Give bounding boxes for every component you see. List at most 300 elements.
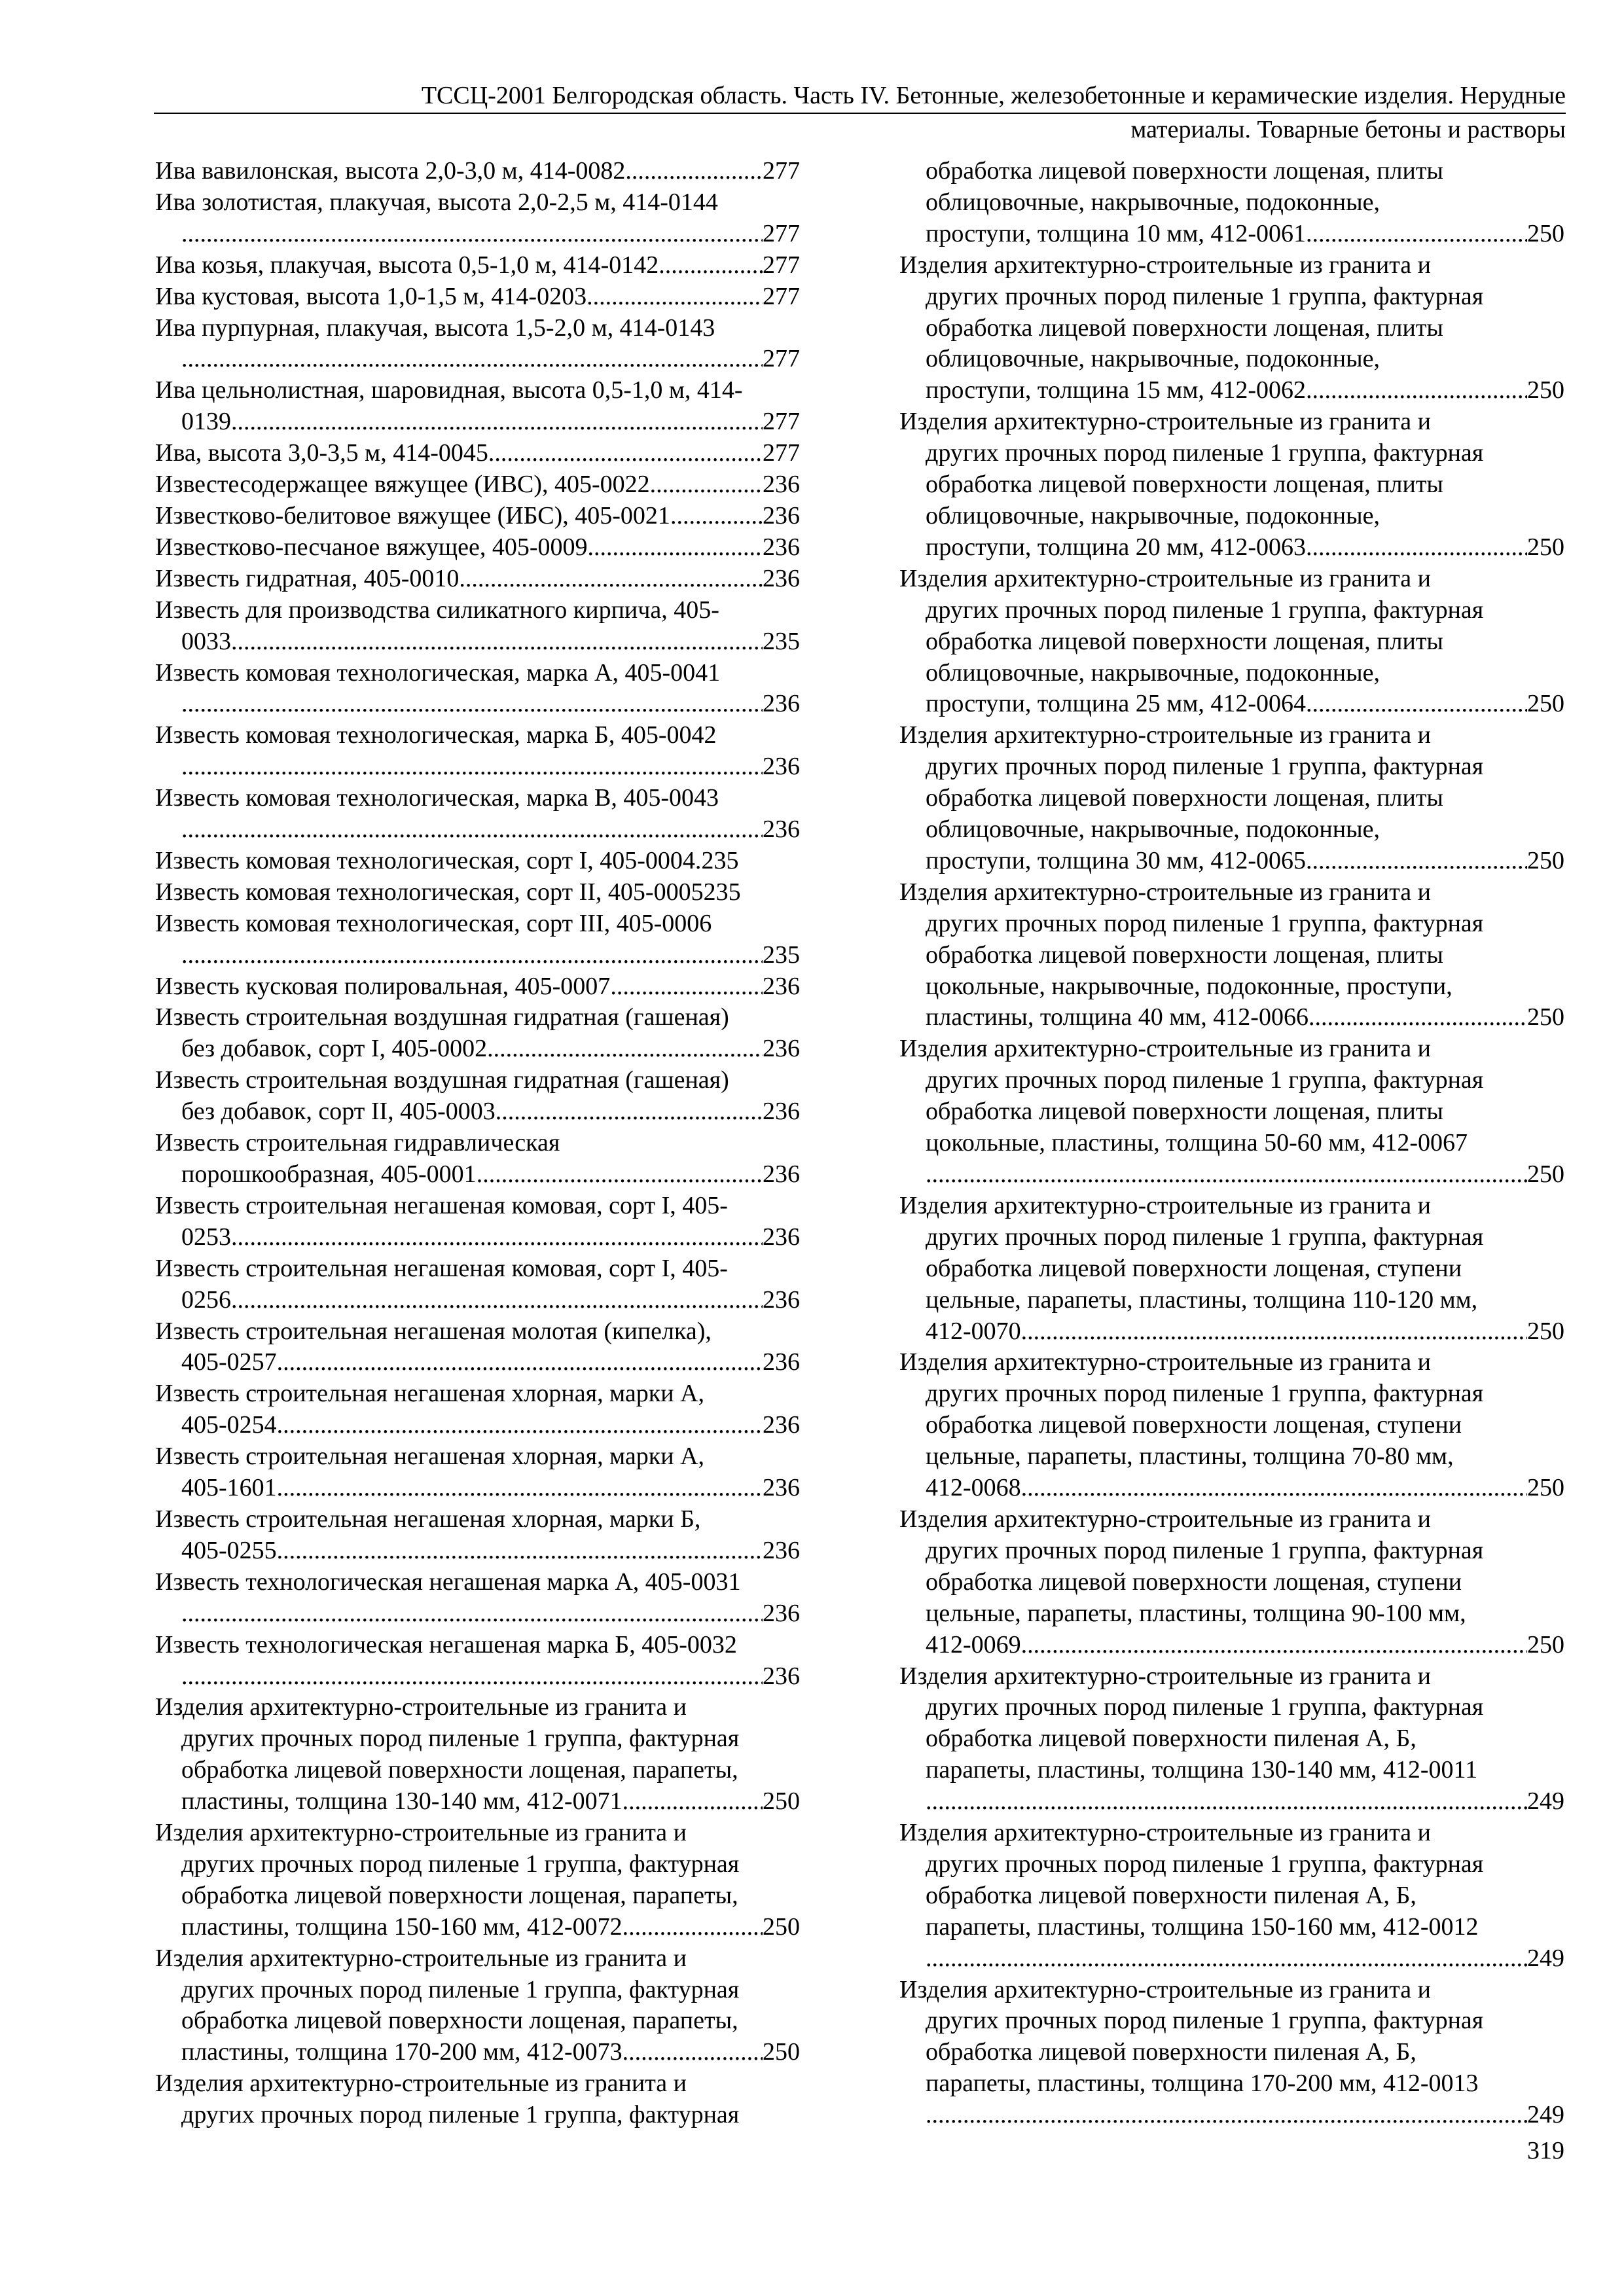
index-entry-line bbox=[155, 814, 800, 846]
index-entry bbox=[155, 1692, 800, 1818]
index-entry-line bbox=[155, 720, 800, 751]
index-entry-text: Известь строительная негашеная комовая, сорт I, 405- bbox=[155, 1254, 728, 1282]
leader-dots bbox=[181, 940, 763, 971]
index-entry-line bbox=[899, 971, 1564, 1003]
leader-dots bbox=[1308, 1002, 1527, 1033]
index-entry-text: обработка лицевой поверхности лощеная, парапеты, bbox=[181, 2007, 738, 2035]
index-entry-text: Известково-белитовое вяжущее (ИБС), 405-0021 bbox=[155, 501, 670, 529]
index-entry-text: цокольные, накрывочные, подоконные, проступи, bbox=[926, 972, 1453, 1000]
index-entry-text: других прочных пород пиленые 1 группа, фактурная bbox=[926, 909, 1484, 937]
leader-dots bbox=[277, 1347, 763, 1378]
index-entry-line bbox=[899, 1692, 1564, 1723]
index-page-ref: 250 bbox=[1527, 376, 1564, 404]
index-entry-line bbox=[155, 375, 800, 406]
index-entry-line bbox=[899, 1630, 1564, 1661]
index-entry-text: других прочных пород пиленые 1 группа, фактурная bbox=[181, 2101, 740, 2129]
index-entry-text: Известь строительная негашеная хлорная, марки А, bbox=[155, 1380, 705, 1408]
index-entry-line bbox=[155, 501, 800, 532]
index-page-ref: 250 bbox=[1527, 1474, 1564, 1502]
leader-dots bbox=[277, 1410, 763, 1441]
index-entry-text: пластины, толщина 170-200 мм, 412-0073 bbox=[181, 2038, 623, 2066]
index-entry-line bbox=[899, 1441, 1564, 1473]
index-entry bbox=[155, 1630, 800, 1693]
index-page-ref: 236 bbox=[763, 1474, 800, 1502]
index-entry-line bbox=[155, 877, 800, 908]
index-page-ref: 277 bbox=[763, 157, 800, 185]
index-entry-text: порошкообразная, 405-0001 bbox=[181, 1160, 477, 1188]
index-entry-text: проступи, толщина 10 мм, 412-0061 bbox=[926, 219, 1307, 247]
index-entry bbox=[899, 1818, 1564, 1975]
leader-dots bbox=[459, 564, 763, 595]
index-entry bbox=[155, 1065, 800, 1128]
index-entry bbox=[155, 908, 800, 971]
index-entry-text: обработка лицевой поверхности лощеная, плиты bbox=[926, 157, 1443, 185]
index-entry-text: других прочных пород пиленые 1 группа, фактурная bbox=[181, 1725, 740, 1753]
index-entry-text: 0139 bbox=[181, 408, 231, 436]
leader-dots bbox=[181, 689, 763, 720]
index-entry-line bbox=[155, 1191, 800, 1222]
index-entry-text: Изделия архитектурно-строительные из гранита и bbox=[899, 1348, 1431, 1376]
index-page-ref: 250 bbox=[1527, 533, 1564, 561]
index-entry-text: других прочных пород пиленые 1 группа, фактурная bbox=[181, 1850, 740, 1878]
index-entry bbox=[899, 1191, 1564, 1348]
index-entry-line bbox=[155, 1598, 800, 1630]
index-entry-line bbox=[155, 1410, 800, 1441]
index-entry-text: обработка лицевой поверхности лощеная, плиты bbox=[926, 627, 1443, 655]
index-entry-line bbox=[899, 1880, 1564, 1912]
index-entry-text: Ива золотистая, плакучая, высота 2,0-2,5 м, 414-0144 bbox=[155, 188, 718, 216]
index-entry-line bbox=[155, 2037, 800, 2068]
index-entry-line bbox=[899, 1096, 1564, 1128]
index-page-ref: 236 bbox=[763, 753, 800, 781]
index-entry-text: 412-0069 bbox=[926, 1630, 1021, 1659]
index-entry-line bbox=[899, 2100, 1564, 2131]
index-entry bbox=[155, 1128, 800, 1191]
index-entry-line bbox=[155, 1786, 800, 1818]
leader-dots bbox=[1306, 219, 1527, 250]
index-page-ref: 250 bbox=[1527, 690, 1564, 718]
index-entry-text: 405-1601 bbox=[181, 1474, 277, 1502]
index-entry-line bbox=[155, 1285, 800, 1316]
index-entry bbox=[155, 846, 800, 877]
index-entry-text: Изделия архитектурно-строительные из гранита и bbox=[899, 1975, 1431, 2003]
index-entry bbox=[899, 564, 1564, 721]
index-entry-line bbox=[899, 626, 1564, 658]
leader-dots bbox=[277, 1473, 763, 1504]
index-entry-text: цельные, парапеты, пластины, толщина 90-100 мм, bbox=[926, 1599, 1466, 1627]
index-entry-text: Известь строительная негашеная молотая (кипелка), bbox=[155, 1317, 712, 1345]
index-entry bbox=[155, 1567, 800, 1630]
index-entry-line bbox=[155, 1128, 800, 1159]
index-entry-line bbox=[155, 2100, 800, 2131]
index-entry-line bbox=[899, 375, 1564, 406]
index-entry-line bbox=[899, 564, 1564, 595]
index-entry bbox=[155, 2068, 800, 2131]
index-entry-text: цокольные, пластины, толщина 50-60 мм, 412-0067 bbox=[926, 1129, 1468, 1157]
index-entry-text: проступи, толщина 30 мм, 412-0065 bbox=[926, 846, 1307, 874]
index-entry-line bbox=[899, 1567, 1564, 1598]
index-entry-text: обработка лицевой поверхности лощеная, плиты bbox=[926, 314, 1443, 342]
index-page-ref: 236 bbox=[763, 1662, 800, 1690]
leader-dots bbox=[926, 1159, 1527, 1191]
index-entry bbox=[155, 971, 800, 1003]
leader-dots bbox=[670, 501, 763, 532]
leader-dots bbox=[926, 2100, 1527, 2131]
index-entry-line bbox=[899, 1002, 1564, 1033]
index-entry-line bbox=[155, 1504, 800, 1535]
index-entry-line bbox=[155, 1002, 800, 1033]
index-entry-text: других прочных пород пиленые 1 группа, фактурная bbox=[926, 1850, 1484, 1878]
index-entry bbox=[155, 187, 800, 250]
index-entry-text: парапеты, пластины, толщина 170-200 мм, 412-0013 bbox=[926, 2070, 1479, 2098]
index-entry-line bbox=[899, 1818, 1564, 1849]
index-entry-line bbox=[155, 1535, 800, 1567]
index-entry-text: облицовочные, накрывочные, подоконные, bbox=[926, 345, 1380, 373]
index-entry-text: Известь комовая технологическая, марка В, 405-0043 bbox=[155, 784, 719, 812]
index-entry-text: облицовочные, накрывочные, подоконные, bbox=[926, 501, 1380, 529]
index-entry bbox=[155, 720, 800, 783]
index-entry-line bbox=[899, 1253, 1564, 1285]
index-entry-text: пластины, толщина 40 мм, 412-0066 bbox=[926, 1003, 1308, 1031]
leader-dots bbox=[277, 1535, 763, 1567]
index-entry bbox=[899, 1975, 1564, 2132]
index-entry-text: Известь строительная негашеная хлорная, марки Б, bbox=[155, 1505, 701, 1533]
index-entry-text: других прочных пород пиленые 1 группа, фактурная bbox=[926, 2007, 1484, 2035]
index-entry-text: 0033 bbox=[181, 627, 231, 655]
index-entry-line bbox=[899, 1128, 1564, 1159]
index-entry-text: 0256 bbox=[181, 1285, 231, 1314]
index-entry-text: облицовочные, накрывочные, подоконные, bbox=[926, 658, 1380, 687]
index-entry-text: Изделия архитектурно-строительные из гранита и bbox=[899, 721, 1431, 749]
index-entry-text: обработка лицевой поверхности лощеная, плиты bbox=[926, 1098, 1443, 1126]
index-entry-line bbox=[899, 2068, 1564, 2100]
index-entry-text: пластины, толщина 130-140 мм, 412-0071 bbox=[181, 1787, 623, 1816]
index-page-ref: 277 bbox=[763, 282, 800, 310]
index-entry-line bbox=[155, 1880, 800, 1912]
index-entry-text: Известь строительная гидравлическая bbox=[155, 1129, 560, 1157]
index-page-ref: 236 bbox=[763, 533, 800, 561]
index-entry-line bbox=[899, 689, 1564, 720]
leader-dots bbox=[1306, 846, 1527, 877]
leader-dots bbox=[496, 1096, 763, 1128]
index-entry-text: обработка лицевой поверхности лощеная, плиты bbox=[926, 784, 1443, 812]
leader-dots bbox=[181, 1661, 763, 1693]
index-entry-line bbox=[899, 1410, 1564, 1441]
index-entry-line bbox=[155, 846, 800, 877]
index-entry-text: парапеты, пластины, толщина 130-140 мм, 412-0011 bbox=[926, 1756, 1478, 1784]
index-entry bbox=[155, 1441, 800, 1504]
index-entry-text: 412-0068 bbox=[926, 1474, 1021, 1502]
index-entry bbox=[899, 877, 1564, 1034]
index-entry-text: Изделия архитектурно-строительные из гранита и bbox=[155, 1693, 687, 1721]
index-page-ref: 277 bbox=[763, 408, 800, 436]
index-entry-line bbox=[899, 344, 1564, 375]
index-entry-text: цельные, парапеты, пластины, толщина 70-80 мм, bbox=[926, 1443, 1454, 1471]
index-entry-text: других прочных пород пиленые 1 группа, фактурная bbox=[926, 753, 1484, 781]
index-entry bbox=[155, 783, 800, 846]
index-entry-text: проступи, толщина 25 мм, 412-0064 bbox=[926, 690, 1307, 718]
index-entry-text: Изделия архитектурно-строительные из гранита и bbox=[155, 1819, 687, 1847]
index-page-ref: 250 bbox=[1527, 1317, 1564, 1345]
index-entry bbox=[155, 1191, 800, 1253]
index-entry-line bbox=[155, 908, 800, 940]
index-entry-text: других прочных пород пиленые 1 группа, фактурная bbox=[926, 439, 1484, 467]
leader-dots bbox=[1306, 689, 1527, 720]
index-entry-line bbox=[899, 1159, 1564, 1191]
index-entry bbox=[899, 406, 1564, 564]
leader-dots bbox=[610, 971, 763, 1003]
index-entry-text: облицовочные, накрывочные, подоконные, bbox=[926, 816, 1380, 844]
leader-dots bbox=[231, 406, 763, 438]
index-entry-line bbox=[899, 219, 1564, 250]
index-page-ref: 277 bbox=[763, 345, 800, 373]
index-entry-text: обработка лицевой поверхности пиленая А, Б, bbox=[926, 1881, 1416, 1909]
index-entry-text: Известь для производства силикатного кирпича, 405- bbox=[155, 596, 719, 624]
index-entry bbox=[155, 1818, 800, 1943]
index-entry bbox=[155, 250, 800, 281]
index-page-ref: 250 bbox=[1527, 1003, 1564, 1031]
index-entry-line bbox=[155, 1222, 800, 1253]
index-column-left bbox=[155, 156, 800, 2131]
index-entry-text: обработка лицевой поверхности лощеная, ступени bbox=[926, 1254, 1462, 1282]
header-line-2: материалы. Товарные бетоны и растворы bbox=[1130, 116, 1566, 143]
index-entry-line bbox=[155, 1378, 800, 1410]
index-entry-text: парапеты, пластины, толщина 150-160 мм, 412-0012 bbox=[926, 1912, 1479, 1941]
index-entry-text: Известь технологическая негашеная марка А, 405-0031 bbox=[155, 1568, 741, 1596]
index-column-right bbox=[899, 156, 1564, 2131]
index-entry-line bbox=[899, 1378, 1564, 1410]
index-entry-line bbox=[155, 1723, 800, 1755]
index-page-ref: 236 bbox=[763, 501, 800, 529]
index-entry-text: Известь комовая технологическая, марка А, 405-0041 bbox=[155, 658, 721, 687]
index-entry-line bbox=[899, 313, 1564, 344]
index-entry-line bbox=[155, 1316, 800, 1348]
leader-dots bbox=[1021, 1630, 1527, 1661]
index-entry bbox=[155, 1316, 800, 1379]
leader-dots bbox=[659, 250, 763, 281]
index-entry-line bbox=[899, 250, 1564, 281]
index-entry-line bbox=[155, 219, 800, 250]
index-page-ref: 236 bbox=[763, 471, 800, 499]
index-entry-text: Изделия архитектурно-строительные из гранита и bbox=[899, 1662, 1431, 1690]
leader-dots bbox=[181, 344, 763, 375]
index-entry-text: Изделия архитектурно-строительные из гранита и bbox=[899, 408, 1431, 436]
index-entry bbox=[155, 281, 800, 313]
index-entry-line bbox=[899, 1191, 1564, 1222]
index-entry-text: Известь строительная воздушная гидратная (гашеная) bbox=[155, 1066, 729, 1094]
leader-dots bbox=[650, 469, 763, 501]
index-page-ref: 250 bbox=[1527, 1160, 1564, 1188]
index-entry-line bbox=[899, 846, 1564, 877]
index-entry-line bbox=[155, 1818, 800, 1849]
index-entry-line bbox=[155, 626, 800, 658]
index-entry-line bbox=[899, 940, 1564, 971]
index-entry-line bbox=[899, 1723, 1564, 1755]
index-entry-line bbox=[899, 658, 1564, 689]
index-page-ref: 236 bbox=[763, 1223, 800, 1251]
index-page-ref: 249 bbox=[1527, 1787, 1564, 1816]
index-entry-text: Изделия архитектурно-строительные из гранита и bbox=[899, 1035, 1431, 1063]
index-entry bbox=[155, 438, 800, 469]
index-entry bbox=[155, 1378, 800, 1441]
index-page-ref: 250 bbox=[1527, 846, 1564, 874]
index-entry bbox=[899, 1033, 1564, 1191]
index-entry-text: других прочных пород пиленые 1 группа, фактурная bbox=[926, 1223, 1484, 1251]
index-entry-line bbox=[155, 1661, 800, 1693]
leader-dots bbox=[1306, 532, 1527, 564]
index-entry-text: 0253 bbox=[181, 1223, 231, 1251]
index-page-ref: 250 bbox=[763, 1912, 800, 1941]
index-entry-line bbox=[155, 689, 800, 720]
leader-dots bbox=[588, 532, 763, 564]
index-entry bbox=[155, 1504, 800, 1567]
index-page-ref: 236 bbox=[763, 972, 800, 1000]
index-entry-text: обработка лицевой поверхности лощеная, плиты bbox=[926, 941, 1443, 969]
index-entry-line bbox=[155, 187, 800, 219]
index-entry-line bbox=[899, 501, 1564, 532]
index-entry bbox=[155, 532, 800, 564]
index-entry-line bbox=[155, 1253, 800, 1285]
index-page-ref: 236 bbox=[763, 564, 800, 592]
leader-dots bbox=[181, 1598, 763, 1630]
index-entry-line bbox=[899, 1285, 1564, 1316]
index-entry-text: 405-0254 bbox=[181, 1411, 277, 1439]
index-entry-line bbox=[155, 564, 800, 595]
index-entry-line bbox=[899, 1943, 1564, 1975]
index-entry bbox=[155, 313, 800, 376]
leader-dots bbox=[1021, 1316, 1527, 1348]
index-entry-text: Ива пурпурная, плакучая, высота 1,5-2,0 м, 414-0143 bbox=[155, 314, 715, 342]
leader-dots bbox=[586, 281, 763, 313]
index-entry-line bbox=[899, 406, 1564, 438]
index-entry-text: Изделия архитектурно-строительные из гранита и bbox=[899, 1819, 1431, 1847]
index-page-ref: 236 bbox=[763, 1411, 800, 1439]
header-line-1: ТССЦ-2001 Белгородская область. Часть IV. Бетонные, железобетонные и керамические изделия. Нерудные bbox=[154, 80, 1566, 114]
index-entry-line bbox=[155, 313, 800, 344]
index-entry-text: проступи, толщина 20 мм, 412-0063 bbox=[926, 533, 1307, 561]
index-entry-text: Известь комовая технологическая, сорт II, 405-0005 bbox=[155, 878, 704, 906]
index-entry-line bbox=[899, 751, 1564, 783]
index-page-ref: 277 bbox=[763, 251, 800, 279]
index-entry bbox=[899, 156, 1564, 250]
index-page-ref: 236 bbox=[763, 816, 800, 844]
index-entry-line bbox=[899, 156, 1564, 187]
index-entry-text: 405-0255 bbox=[181, 1536, 277, 1564]
index-entry bbox=[155, 877, 800, 908]
index-page-ref: 236 bbox=[763, 1536, 800, 1564]
leader-dots bbox=[1021, 1473, 1527, 1504]
index-entry-line bbox=[899, 1504, 1564, 1535]
leader-dots bbox=[231, 626, 763, 658]
index-entry-line bbox=[155, 2068, 800, 2100]
index-entry-line bbox=[155, 1441, 800, 1473]
index-entry-text: обработка лицевой поверхности лощеная, ступени bbox=[926, 1411, 1462, 1439]
index-entry-line bbox=[155, 751, 800, 783]
index-entry-text: Изделия архитектурно-строительные из гранита и bbox=[155, 1944, 687, 1972]
index-entry-text: без добавок, сорт II, 405-0003 bbox=[181, 1098, 496, 1126]
index-entry-line bbox=[155, 1473, 800, 1504]
index-entry-text: других прочных пород пиленые 1 группа, фактурная bbox=[181, 1975, 740, 2003]
index-entry-text: обработка лицевой поверхности пиленая А, Б, bbox=[926, 2038, 1416, 2066]
index-entry-text: Изделия архитектурно-строительные из гранита и bbox=[899, 1505, 1431, 1533]
index-entry-text: других прочных пород пиленые 1 группа, фактурная bbox=[926, 1066, 1484, 1094]
index-entry-line bbox=[899, 814, 1564, 846]
index-entry bbox=[899, 1347, 1564, 1504]
index-entry-line bbox=[155, 1096, 800, 1128]
leader-dots bbox=[623, 2037, 763, 2068]
index-entry-line bbox=[155, 971, 800, 1003]
index-entry-text: Известь комовая технологическая, сорт I, 405-0004. bbox=[155, 846, 702, 874]
index-page-ref: 235 bbox=[701, 846, 739, 874]
index-page-ref: 277 bbox=[763, 439, 800, 467]
index-entry-line bbox=[899, 1912, 1564, 1943]
index-entry bbox=[155, 595, 800, 658]
index-entry-line bbox=[155, 469, 800, 501]
index-entry-line bbox=[899, 1535, 1564, 1567]
index-page-ref: 236 bbox=[763, 690, 800, 718]
index-entry-line bbox=[899, 532, 1564, 564]
index-page-ref: 249 bbox=[1527, 1944, 1564, 1972]
index-entry-line bbox=[155, 1347, 800, 1378]
index-entry-text: Ива вавилонская, высота 2,0-3,0 м, 414-0082 bbox=[155, 157, 626, 185]
leader-dots bbox=[181, 219, 763, 250]
leader-dots bbox=[926, 1943, 1527, 1975]
index-entry-text: других прочных пород пиленые 1 группа, фактурная bbox=[926, 1693, 1484, 1721]
index-entry-line bbox=[155, 1975, 800, 2006]
index-entry bbox=[155, 564, 800, 595]
index-entry-text: других прочных пород пиленые 1 группа, фактурная bbox=[926, 1380, 1484, 1408]
index-entry-line bbox=[155, 2005, 800, 2037]
index-entry-text: пластины, толщина 150-160 мм, 412-0072 bbox=[181, 1912, 623, 1941]
index-entry-text: Известесодержащее вяжущее (ИВС), 405-0022 bbox=[155, 471, 650, 499]
index-entry-line bbox=[899, 908, 1564, 940]
index-entry-text: Известково-песчаное вяжущее, 405-0009 bbox=[155, 533, 588, 561]
index-entry-line bbox=[899, 187, 1564, 219]
index-entry bbox=[155, 1253, 800, 1316]
leader-dots bbox=[181, 814, 763, 846]
leader-dots bbox=[625, 156, 763, 187]
index-entry-line bbox=[899, 877, 1564, 908]
index-entry-line bbox=[899, 1473, 1564, 1504]
index-entry-line bbox=[899, 1755, 1564, 1786]
index-entry bbox=[155, 501, 800, 532]
index-entry-line bbox=[899, 1316, 1564, 1348]
index-entry-line bbox=[899, 1033, 1564, 1065]
index-entry-line bbox=[155, 1692, 800, 1723]
index-entry bbox=[899, 1504, 1564, 1661]
index-entry-line bbox=[155, 783, 800, 814]
index-page-ref: 250 bbox=[763, 1787, 800, 1816]
index-entry-text: других прочных пород пиленые 1 группа, фактурная bbox=[926, 282, 1484, 310]
leader-dots bbox=[623, 1912, 763, 1943]
index-page-ref: 235 bbox=[763, 941, 800, 969]
index-entry bbox=[155, 375, 800, 438]
index-entry-line bbox=[155, 1567, 800, 1598]
index-page-ref: 236 bbox=[763, 1599, 800, 1627]
index-entry-line bbox=[899, 438, 1564, 469]
index-entry-line bbox=[899, 783, 1564, 814]
index-entry-line bbox=[155, 1033, 800, 1065]
index-entry-text: Изделия архитектурно-строительные из гранита и bbox=[899, 251, 1431, 279]
index-entry-text: других прочных пород пиленые 1 группа, фактурная bbox=[926, 1536, 1484, 1564]
index-entry-line bbox=[899, 469, 1564, 501]
index-entry-line bbox=[899, 1222, 1564, 1253]
index-entry-line bbox=[155, 1755, 800, 1786]
index-entry-text: Известь технологическая негашеная марка Б, 405-0032 bbox=[155, 1630, 737, 1659]
index-entry-text: Известь кусковая полировальная, 405-0007 bbox=[155, 972, 611, 1000]
index-entry-line bbox=[899, 1065, 1564, 1096]
index-entry-text: Ива кустовая, высота 1,0-1,5 м, 414-0203 bbox=[155, 282, 587, 310]
